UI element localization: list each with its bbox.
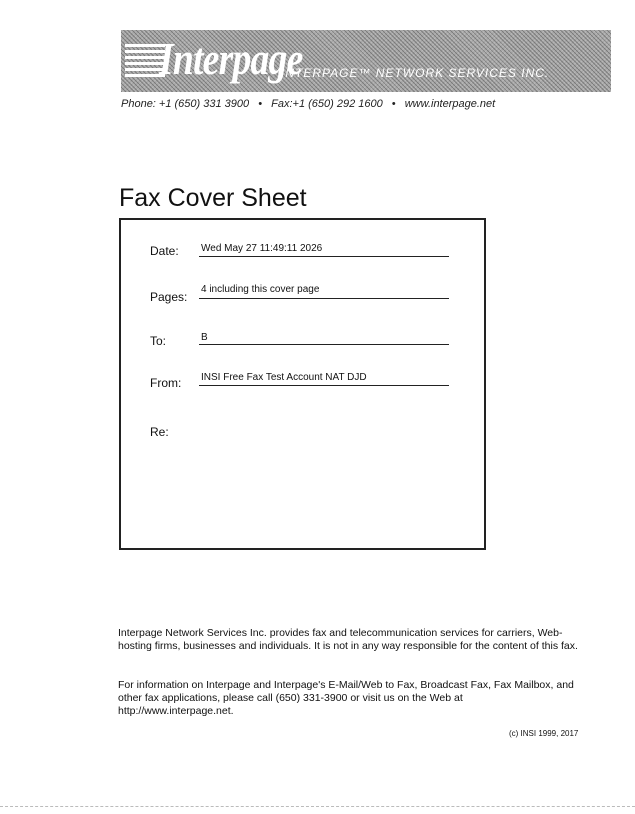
page-title: Fax Cover Sheet	[119, 184, 307, 212]
date-label: Date:	[150, 244, 179, 258]
separator: •	[391, 98, 396, 110]
to-label: To:	[150, 334, 167, 348]
re-label: Re:	[150, 425, 169, 439]
from-label: From:	[150, 376, 182, 390]
cover-form	[119, 218, 486, 550]
website-link[interactable]: www.interpage.net	[404, 98, 496, 110]
to-field-line	[199, 344, 449, 345]
pages-field-line	[199, 298, 449, 299]
from-field-line	[199, 385, 449, 386]
pages-value: 4 including this cover page	[201, 284, 320, 295]
contact-line	[121, 98, 495, 110]
bottom-divider	[0, 806, 635, 807]
footer-disclaimer: Interpage Network Services Inc. provides fax and telecommunication services for carriers, Web-hosting firms, businesses and individuals. It is not in any way responsible for the content of this fax.	[118, 627, 578, 652]
date-field-line	[199, 256, 449, 257]
separator: •	[258, 98, 263, 110]
pages-label: Pages:	[150, 290, 188, 304]
header-banner	[121, 30, 611, 92]
date-value: Wed May 27 11:49:11 2026	[201, 243, 323, 254]
copyright: (c) INSI 1999, 2017	[509, 729, 579, 738]
company-tagline: INTERPAGE™ NETWORK SERVICES INC.	[281, 66, 550, 80]
from-value: INSI Free Fax Test Account NAT DJD	[201, 372, 367, 383]
fax-number: Fax:+1 (650) 292 1600	[271, 98, 383, 110]
footer-info: For information on Interpage and Interpage's E-Mail/Web to Fax, Broadcast Fax, Fax Mailbox, and other fax applications, please call (650) 331-3900 or visit us on the Web at http://www.interpage.net.	[118, 679, 574, 717]
interpage-logo: Interpage	[159, 33, 303, 84]
to-value: B	[201, 332, 208, 343]
phone-number: Phone: +1 (650) 331 3900	[121, 98, 250, 110]
